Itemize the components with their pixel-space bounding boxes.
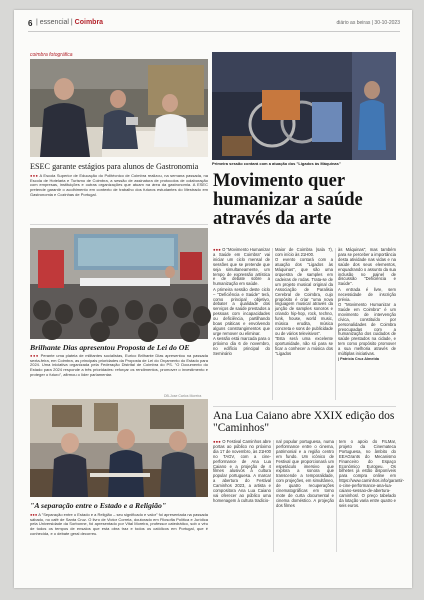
section-label: | essencial | Coimbra: [36, 19, 104, 26]
feature-col3-p1: às Máquinas", mas também para se perceber a importância desta atividade nas vidas e na saúde dos seus elementos, enquadrando o assunto da sua inclusão no painel de discussão "Deficiência e Saúde".: [338, 247, 396, 287]
feature-photo-caption: Primeira sessão contará com a atuação dos "Ligados às Máquinas": [212, 161, 341, 166]
feature-col1-p3: A sessão está marcada para o próximo dia 6 de novembro, no edifício principal do Seminário: [213, 336, 270, 357]
story2-title-text: Brilhante Dias apresentou Proposta de Lei do OE: [30, 343, 190, 352]
feature-col2-p3: "Esta será uma excelente oportunidade, não só para se ficar a conhecer a música dos "Ligados: [275, 336, 333, 357]
newspaper-page: [14, 10, 412, 588]
feature-column-3: [338, 248, 396, 400]
festival-column-1: [213, 440, 271, 552]
feature-col3-p2: A entrada é livre, sem necessidade de inscrição prévia.: [338, 286, 396, 302]
festival-col1-text: O Festival Caminhos abre portas ao público no próximo dia 17 de novembro, às 21H00 no TAGV, com a cine-performance de Ana Lua Caiano e a projeção de 4 filmes alusivos à cultura popular portuguesa. A marcar a abertura do Festival Caminhos 2023, a artista e compositora Ana Lua Caiano vai oferecer ao público uma homenagem à cultura tradicio-: [213, 439, 271, 503]
feature-col1-p1-text: O "Movimento Humanizar a Saúde em Coimbra" vai iniciar um ciclo mensal de sessões que se pretende que seja simultaneamente, um tempo de expressão artística e de debate sobre a humanização em saúde.: [213, 247, 271, 287]
divider: [213, 406, 396, 407]
festival-column-3: tem o apoio do FILMar, projeto da Cinemateca Portuguesa, no âmbito do EEAGrants do Mecanismo Financeiro do Espaço Económico Europeu. Os bilhetes já estão disponíveis para compra online em https://www.caminhos.info/garantir-o-cine-performance-ana-lua-caiano-sessao-de-abertura-caminhos/. O preço tabelado da lotação varia entre quatro e seis euros.: [339, 439, 405, 508]
story2-body: [30, 354, 208, 392]
festival-headline: Ana Lua Caiano abre XXIX edição dos "Caminhos": [213, 410, 395, 434]
story1-title: ESEC garante estágios para alunos de Gastronomia: [30, 162, 199, 171]
story2-photo: [30, 228, 208, 339]
feature-col3-p3: O "Movimento Humanizar a Saúde em Coimbra" é um movimento de intervenção cívica, constituído por personalidades de Coimbra preocupadas com a humanização dos cuidados de saúde prestados na cidade, e tem como propósito promover a sua melhoria através de múltiplas iniciativas.: [338, 301, 396, 357]
festival-column-2: nal popular portuguesa, numa performance entre o cinema, patrimonial e a região centro em fundo. Um icónico de Festival que proporcionará um espetáculo imersivo que explora a sonora que transcende a temporalidade, com projeções, em simultâneo, de quatro recuperações cinematográficas em torno mote de curta documental e cinema doméstico. A projeção dos filmes: [276, 439, 334, 508]
feature-headline: Movimento quer humanizar a saúde através da arte: [213, 171, 363, 229]
story3-photo-credit: DB-Jose Carlos Moreira: [164, 394, 202, 398]
story1-bullets: ●●●: [30, 173, 39, 178]
story2-bullets: ●●●: [30, 353, 39, 358]
story3-text: A "Separação entre o Estado e a Religião – seu significado e valor" foi apresentada na passada sábado, no café de Santa Cruz. O livro de Victor Correia, doutorado em Filosofia Política e Jurídica pela Universidade da Sorbonne, foi apresentado por Vital Moreira, professor catedrático, sob o véu de todos os tempos de ensaios que esta obra traz e todos os católicos em Portugal, que é conhecida, e o debate geral decorreu.: [30, 512, 209, 536]
feature-signature: | Patrícia Cruz Almeida: [338, 357, 380, 362]
header-date: diário as beiras | 30-10-2023: [336, 20, 400, 26]
feature-col1-p1: [213, 248, 270, 287]
column-rule: [336, 440, 337, 552]
story3-title-text: "A separação entre o Estado e a Religião": [30, 501, 167, 510]
feature-col2-p2: O evento contará com a atuação dos "Ligados às Máquinas", que são uma orquestra de samples em cadeiras de rodas. Trata-se de um projeto musical original da Associação de Paralisia Cerebral de Coimbra, cujo propósito é criar "uma nova linguagem musical através da junção de samples sonoros e criando hip-hop, rock, techno, funk, house, world music, música erudita, música concreta e sons de publicidade ou de vários televisivos".: [275, 257, 333, 336]
page-number: 6: [28, 19, 33, 28]
story1-body: [30, 174, 208, 214]
page-header: [28, 18, 400, 32]
feature-bullets: ●●●: [213, 247, 221, 252]
feature-col1-p2: A primeira sessão deste ciclo – "Deficiência e Saúde" terá, como principal objetivo, debater a qualidade dos serviços de saúde prestados a pessoas com incapacidades ou deficiência, partilhando boas práticas e envolvendo alguns constrangimentos que urge remover ou eliminar.: [213, 286, 270, 336]
feature-photo: [212, 52, 396, 160]
divider: [30, 224, 208, 225]
column-rule: [272, 248, 273, 400]
story2-text: Perante uma plateia de militantes socialistas, Eurico Brilhante Dias apresentou na passada sexta-feira, em Coimbra, as principais prioridades da Proposta de Lei do Orçamento do Estado para 2024. Uma iniciativa organizada pela Federação Distrital de Coimbra do PS. "O Documento do Estado para 2024 responde a três prioridades: reforçar os rendimentos, promover o investimento e proteger o futuro", afirmou o líder parlamentar.: [30, 353, 208, 377]
story3-title: [30, 502, 208, 511]
story3-photo: [30, 399, 208, 497]
section-name: essencial: [39, 19, 69, 26]
story3-bullets: ●●●: [30, 512, 38, 517]
column-rule: [273, 440, 274, 552]
header-rule: [28, 31, 400, 32]
festival-bullets: ●●●: [213, 439, 221, 444]
story2-title: [30, 344, 208, 353]
feature-column-2: [275, 248, 333, 400]
story1-photo: [30, 59, 208, 157]
story1-text: A Escola Superior de Educação do Politécnico de Coimbra realizou, na semana passada, na Escola de Hotelaria e Turismo de Coimbra, a sessão de assinatura de protocolos de colaboração com empresas, instituições e outras organizações que atuam na área da gastronomia. A ESEC pretende garantir o acolhimento em contexto de trabalho dos futuros estudantes do Mestrado em Gastronomia e Cozinhas de Portugal.: [30, 173, 208, 197]
column-rule: [335, 248, 336, 400]
feature-column-1: [213, 248, 270, 400]
feature-col2-p1: Maior de Coimbra (sala 7), com início às 21H00.: [275, 247, 333, 257]
section-kicker: coimbra fotográfica: [30, 52, 73, 58]
story3-body: [30, 513, 208, 555]
feature-signature-text: Patrícia Cruz Almeida: [340, 357, 380, 362]
section-city: Coimbra: [74, 19, 104, 26]
